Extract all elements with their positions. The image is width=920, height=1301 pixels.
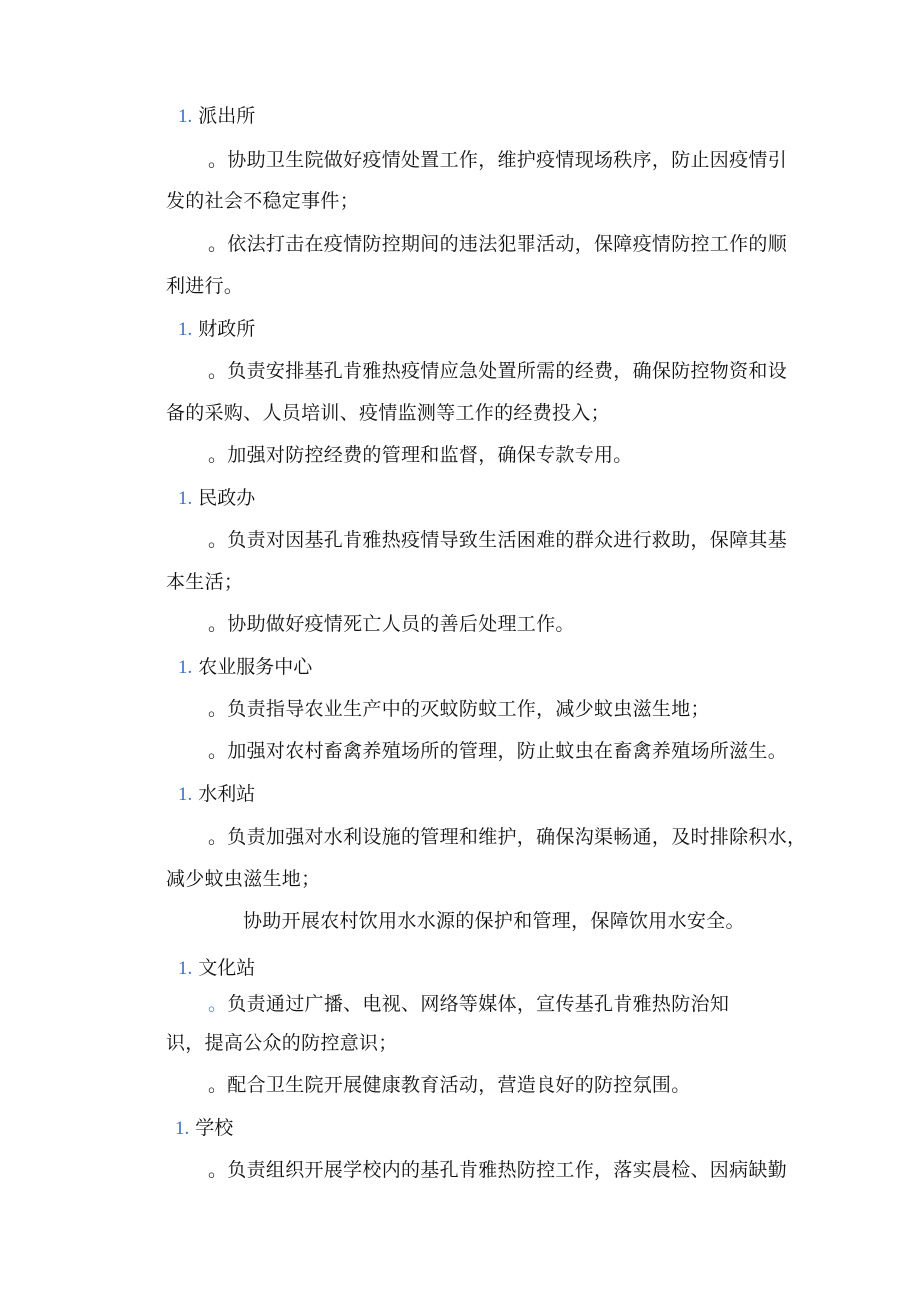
section-heading-water <box>178 782 255 807</box>
list-number: 1. <box>178 488 193 509</box>
section-heading-finance <box>178 317 255 342</box>
paragraph-line: 识，提高公众的防控意识； <box>166 1032 398 1054</box>
paragraph-line: 。负责对因基孔肯雅热疫情导致生活困难的群众进行救助，保障其基 <box>208 529 788 551</box>
section-title: 派出所 <box>198 105 256 127</box>
paragraph-line: 减少蚊虫滋生地； <box>166 868 321 890</box>
section-heading-police <box>178 104 255 129</box>
list-number: 1. <box>178 958 193 979</box>
paragraph-line: 。配合卫生院开展健康教育活动，营造良好的防控氛围。 <box>208 1074 691 1096</box>
paragraph-line: 。负责指导农业生产中的灭蚊防蚊工作，减少蚊虫滋生地； <box>208 698 710 720</box>
section-title: 农业服务中心 <box>198 656 313 678</box>
list-number: 1. <box>178 784 193 805</box>
section-title: 民政办 <box>198 487 256 509</box>
paragraph-line: 。协助卫生院做好疫情处置工作，维护疫情现场秩序，防止因疫情引 <box>208 149 788 171</box>
paragraph-line: 协助开展农村饮用水水源的保护和管理，保障饮用水安全。 <box>243 910 745 932</box>
list-number: 1. <box>178 319 193 340</box>
bullet-mark: 。 <box>208 993 228 1015</box>
paragraph-line: 。加强对农村畜禽养殖场所的管理，防止蚊虫在畜禽养殖场所滋生。 <box>208 740 788 762</box>
list-number: 1. <box>175 1118 190 1139</box>
paragraph-line: 。负责加强对水利设施的管理和维护，确保沟渠畅通，及时排除积水， <box>208 826 807 848</box>
paragraph-line: 。协助做好疫情死亡人员的善后处理工作。 <box>208 613 575 635</box>
section-title: 水利站 <box>198 783 256 805</box>
section-heading-culture <box>178 956 255 981</box>
section-title: 学校 <box>195 1117 234 1139</box>
paragraph-line: 。负责组织开展学校内的基孔肯雅热防控工作，落实晨检、因病缺勤 <box>208 1159 788 1181</box>
list-number: 1. <box>178 657 193 678</box>
paragraph-text: 负责通过广播、电视、网络等媒体，宣传基孔肯雅热防治知 <box>227 993 730 1015</box>
paragraph-line: 发的社会不稳定事件； <box>166 190 360 212</box>
list-number: 1. <box>178 106 193 127</box>
paragraph-line: 。加强对防控经费的管理和监督，确保专款专用。 <box>208 444 633 466</box>
section-heading-school <box>175 1116 233 1141</box>
paragraph-line: 利进行。 <box>166 275 244 297</box>
section-title: 文化站 <box>198 957 256 979</box>
paragraph-line: 备的采购、人员培训、疫情监测等工作的经费投入； <box>166 402 610 424</box>
paragraph-line: 。依法打击在疫情防控期间的违法犯罪活动，保障疫情防控工作的顺 <box>208 233 788 255</box>
paragraph-line: 。负责安排基孔肯雅热疫情应急处置所需的经费，确保防控物资和设 <box>208 360 788 382</box>
paragraph-line <box>208 992 729 1016</box>
paragraph-line: 本生活； <box>166 571 244 593</box>
section-heading-civil-affairs <box>178 486 255 511</box>
section-heading-agriculture <box>178 655 312 680</box>
section-title: 财政所 <box>198 318 256 340</box>
